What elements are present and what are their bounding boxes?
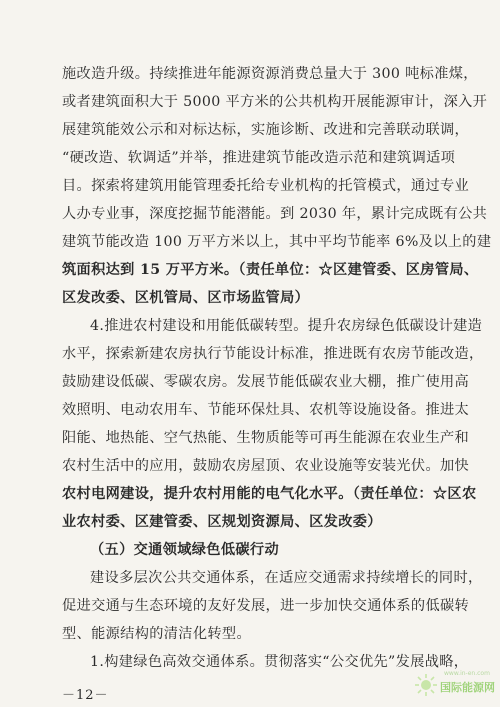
- text-line-15: 农村生活中的应用，鼓励农房屋顶、农业设施等安装光伏。加快: [62, 458, 470, 474]
- sun-logo-icon: [414, 673, 438, 697]
- text-line-5: 目。探索将建筑用能管理委托给专业机构的托管模式，通过专业: [62, 178, 470, 194]
- text-line-3: 展建筑能效公示和对标达标，实施诊断、改进和完善联动联调，: [62, 122, 470, 138]
- watermark-text: 国际能源网: [440, 681, 495, 694]
- text-line-22: 1.构建绿色高效交通体系。贯彻落实“公交优先”发展战略，: [90, 654, 469, 670]
- text-line-17: 业农村委、区建管委、区规划资源局、区发改委）: [62, 514, 382, 530]
- text-line-11: 水平，探索新建农房执行节能设计标准，推进既有农房节能改造，: [62, 346, 484, 362]
- text-line-4: “硬改造、软调适”并举，推进建筑节能改造示范和建筑调适项: [62, 150, 456, 166]
- watermark-url: www.in-en.com: [444, 670, 490, 677]
- text-line-2: 或者建筑面积大于 5000 平方米的公共机构开展能源审计，深入开: [62, 94, 488, 110]
- text-line-12: 鼓励建设低碳、零碳农房。发展节能低碳农业大棚，推广使用高: [62, 374, 470, 390]
- text-line-21: 型、能源结构的清洁化转型。: [62, 626, 251, 642]
- section-heading-transport: （五）交通领域绿色低碳行动: [90, 542, 279, 558]
- text-line-20: 促进交通与生态环境的友好发展，进一步加快交通体系的低碳转: [62, 598, 470, 614]
- text-line-9: 区发改委、区机管局、区市场监管局）: [62, 290, 310, 306]
- text-line-19: 建设多层次公共交通体系，在适应交通需求持续增长的同时，: [90, 570, 483, 586]
- section-paragraph-4-start: 4.推进农村建设和用能低碳转型。提升农房绿色低碳设计建造: [90, 318, 483, 334]
- text-line-13: 效照明、电动农用车、节能环保灶具、农机等设施设备。推进太: [62, 402, 470, 418]
- page-number: －12－: [62, 688, 109, 703]
- text-line-14: 阳能、地热能、空气热能、生物质能等可再生能源在农业生产和: [62, 430, 470, 446]
- text-line-16: 农村电网建设，提升农村用能的电气化水平。（责任单位：☆区农: [62, 486, 477, 502]
- watermark-logo: [414, 669, 495, 699]
- text-line-8: 筑面积达到 15 万平方米。（责任单位：☆区建管委、区房管局、: [62, 262, 479, 278]
- text-line-7: 建筑节能改造 100 万平方米以上，其中平均节能率 6%及以上的建: [62, 234, 492, 250]
- text-line-1: 施改造升级。持续推进年能源资源消费总量大于 300 吨标准煤，: [62, 66, 478, 82]
- text-line-6: 人办专业事，深度挖掘节能潜能。到 2030 年，累计完成既有公共: [62, 206, 488, 222]
